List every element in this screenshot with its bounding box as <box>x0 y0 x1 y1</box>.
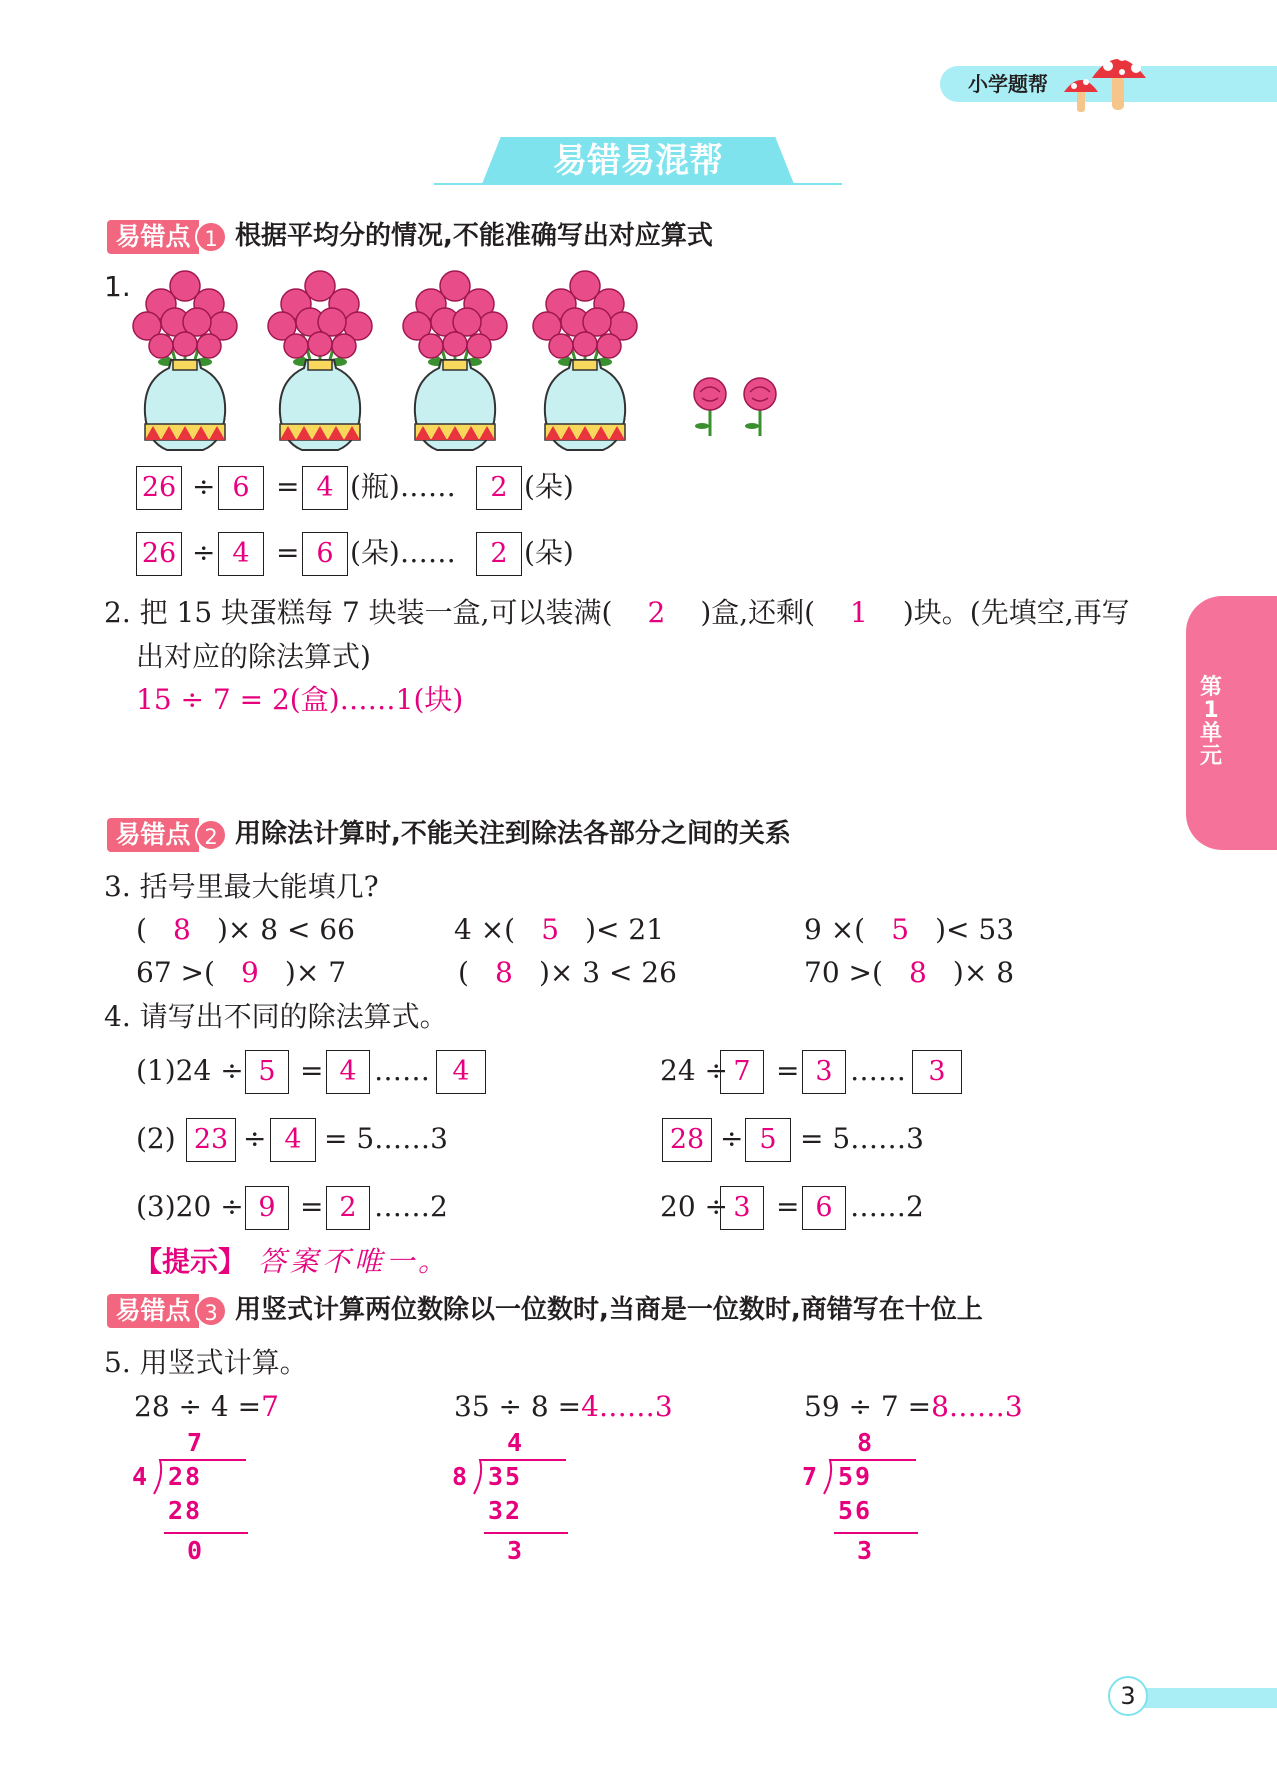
divisor: 4 <box>132 1462 150 1491</box>
question-2 <box>104 596 1130 630</box>
error-point-title: 用除法计算时,不能关注到除法各部分之间的关系 <box>235 819 791 849</box>
equals-sign: = <box>776 1190 800 1223</box>
division-expression: 35 ÷ 8 =4……3 <box>454 1390 673 1423</box>
answer-box[interactable]: 7 <box>720 1050 764 1094</box>
divide-sign: ÷ <box>192 470 216 503</box>
q4-tail: = 5……3 <box>324 1122 448 1155</box>
divide-sign: ÷ <box>720 1122 744 1155</box>
long-division <box>450 1428 570 1568</box>
equals-sign: = <box>276 536 300 569</box>
remainder: 0 <box>187 1536 205 1565</box>
error-badge-number: 2 <box>195 819 227 851</box>
error-point-title: 根据平均分的情况,不能准确写出对应算式 <box>235 221 713 251</box>
page-number-bar <box>1130 1688 1277 1708</box>
error-point-3 <box>107 1294 1107 1328</box>
answer-box[interactable]: 4 <box>302 466 348 510</box>
subtraction-line <box>834 1532 918 1534</box>
q4-label: (3)20 ÷ <box>136 1190 244 1223</box>
inequality-item: 70 >( 8 )× 8 <box>804 956 1015 989</box>
q4-tail: = 5……3 <box>800 1122 924 1155</box>
answer-box[interactable]: 26 <box>136 532 182 576</box>
answer-box[interactable]: 26 <box>136 466 182 510</box>
flower-vases-illustration <box>130 264 790 454</box>
section-title: 易错易混帮 <box>553 141 723 181</box>
long-division <box>800 1428 920 1568</box>
error-point-1 <box>107 220 807 254</box>
equals-sign: = <box>276 470 300 503</box>
answer-text: 2 <box>647 596 666 629</box>
answer-box[interactable]: 2 <box>326 1186 370 1230</box>
answer-box[interactable]: 3 <box>912 1050 962 1094</box>
inequality-item: 67 >( 9 )× 7 <box>136 956 347 989</box>
divide-sign: ÷ <box>243 1122 267 1155</box>
error-badge-number: 1 <box>195 221 227 253</box>
answer-box[interactable]: 4 <box>326 1050 370 1094</box>
product: 56 <box>838 1496 873 1525</box>
inequality-item: 9 ×( 5 )< 53 <box>804 913 1015 946</box>
answer-box[interactable]: 6 <box>218 466 264 510</box>
question-2-line2: 出对应的除法算式) <box>136 640 371 673</box>
product: 32 <box>488 1496 523 1525</box>
error-badge: 易错点 <box>107 818 199 852</box>
quotient: 4 <box>507 1428 525 1457</box>
long-division <box>130 1428 250 1568</box>
hint-label: 【提示】 <box>134 1245 247 1278</box>
q4-label: 20 ÷ <box>660 1190 728 1223</box>
equals-sign: = <box>776 1054 800 1087</box>
mushroom-icon <box>1060 44 1150 116</box>
answer-box[interactable]: 9 <box>245 1186 289 1230</box>
unit-text: (朵)…… <box>350 536 456 569</box>
quotient: 7 <box>187 1428 205 1457</box>
question-4-title: 4. 请写出不同的除法算式。 <box>104 1000 448 1033</box>
answer-box[interactable]: 4 <box>270 1118 316 1162</box>
remainder: 3 <box>857 1536 875 1565</box>
answer-box[interactable]: 5 <box>745 1118 791 1162</box>
dividend: 28 <box>168 1462 203 1491</box>
question-3-title: 3. 括号里最大能填几? <box>104 870 379 903</box>
quotient: 8 <box>857 1428 875 1457</box>
inequality-item: ( 8 )× 3 < 26 <box>458 956 677 989</box>
product: 28 <box>168 1496 203 1525</box>
dividend: 35 <box>488 1462 523 1491</box>
answer-box[interactable]: 3 <box>802 1050 846 1094</box>
answer-box[interactable]: 28 <box>662 1118 712 1162</box>
hint-text: 答案不唯一。 <box>258 1245 451 1278</box>
subtraction-line <box>164 1532 248 1534</box>
division-expression: 59 ÷ 7 =8……3 <box>804 1390 1023 1423</box>
error-point-title: 用竖式计算两位数除以一位数时,当商是一位数时,商错写在十位上 <box>235 1295 983 1325</box>
brand-label: 小学题帮 <box>968 72 1048 96</box>
unit-text: (朵) <box>524 470 574 503</box>
unit-text: (瓶)…… <box>350 470 456 503</box>
unit-text: (朵) <box>524 536 574 569</box>
side-tab-label: 第1单元 <box>1199 675 1222 769</box>
q4-tail: ……2 <box>374 1190 448 1223</box>
answer-box[interactable]: 5 <box>245 1050 289 1094</box>
error-badge: 易错点 <box>107 1294 199 1328</box>
answer-box[interactable]: 4 <box>218 532 264 576</box>
error-badge: 易错点 <box>107 220 199 254</box>
division-expression: 28 ÷ 4 =7 <box>134 1390 279 1423</box>
divide-sign: ÷ <box>192 536 216 569</box>
answer-box[interactable]: 23 <box>186 1118 236 1162</box>
answer-text: 1 <box>850 596 868 629</box>
answer-box[interactable]: 3 <box>720 1186 764 1230</box>
question-2-text-a: 2. 把 15 块蛋糕每 7 块装一盒,可以装满( <box>104 596 613 629</box>
question-1-number: 1. <box>104 270 131 303</box>
equals-sign: = <box>300 1054 324 1087</box>
answer-box[interactable]: 6 <box>302 532 348 576</box>
q4-label: (1)24 ÷ <box>136 1054 244 1087</box>
answer-box[interactable]: 6 <box>802 1186 846 1230</box>
answer-box[interactable]: 4 <box>436 1050 486 1094</box>
q4-tail: ……2 <box>850 1190 924 1223</box>
page-number: 3 <box>1120 1682 1136 1710</box>
question-2-text-b: )盒,还剩( <box>700 596 816 629</box>
error-point-2 <box>107 818 907 852</box>
equals-sign: = <box>300 1190 324 1223</box>
answer-box[interactable]: 2 <box>476 466 522 510</box>
error-badge-number: 3 <box>195 1295 227 1327</box>
question-2-text-c: )块。(先填空,再写 <box>902 596 1130 629</box>
dots: …… <box>850 1054 906 1087</box>
q4-label: 24 ÷ <box>660 1054 728 1087</box>
remainder: 3 <box>507 1536 525 1565</box>
inequality-item: ( 8 )× 8 < 66 <box>136 913 355 946</box>
answer-box[interactable]: 2 <box>476 532 522 576</box>
divisor: 7 <box>802 1462 820 1491</box>
divisor: 8 <box>452 1462 470 1491</box>
question-2-answer: 15 ÷ 7 = 2(盒)……1(块) <box>136 683 464 716</box>
dots: …… <box>374 1054 430 1087</box>
inequality-item: 4 ×( 5 )< 21 <box>454 913 665 946</box>
dividend: 59 <box>838 1462 873 1491</box>
q4-label: (2) <box>136 1122 176 1155</box>
question-5-title: 5. 用竖式计算。 <box>104 1346 308 1379</box>
subtraction-line <box>484 1532 568 1534</box>
